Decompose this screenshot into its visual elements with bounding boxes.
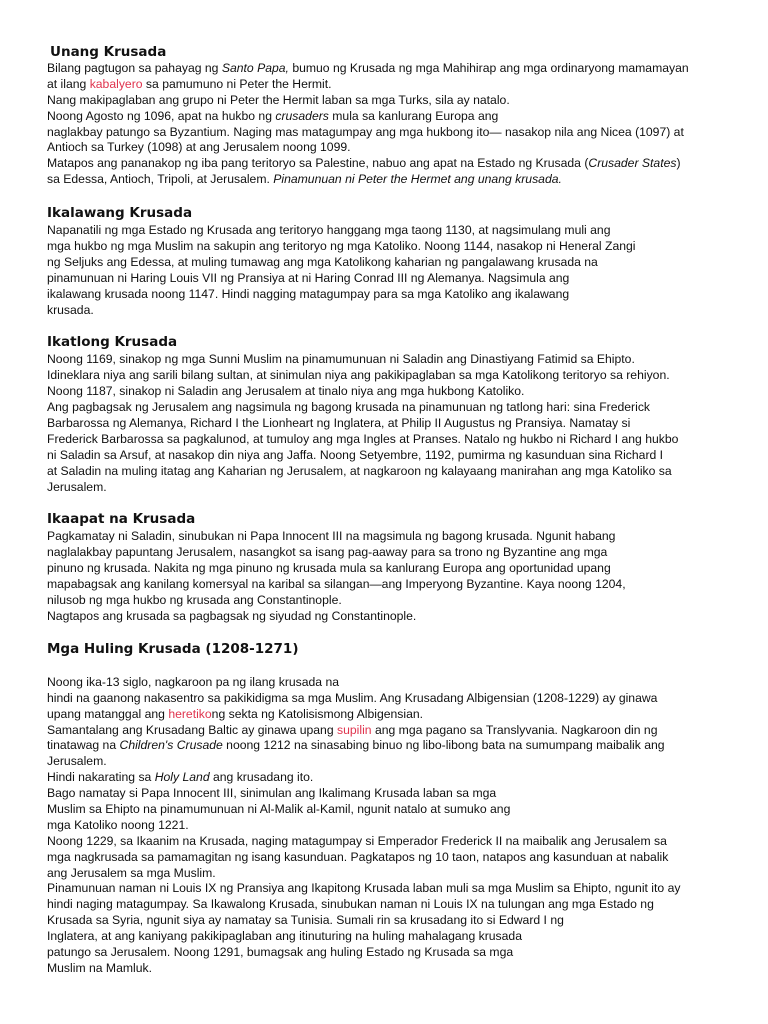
text-line xyxy=(47,172,737,188)
text-run: Bilang pagtugon sa pahayag ng xyxy=(47,61,222,75)
text-line: Bago namatay si Papa Innocent III, sinimulan ang Ikalimang Krusada laban sa mga xyxy=(47,786,497,801)
text-line: nilusob ng mga hukbo ng krusada ang Constantinople. xyxy=(47,593,342,608)
text-line: pinamunuan ni Haring Louis VII ng Pransiya at ni Haring Conrad III ng Alemanya. Nagsimula ang xyxy=(47,270,570,285)
text-line: mga Katoliko noong 1221. xyxy=(47,817,189,832)
text-line: Napanatili ng mga Estado ng Krusada ang teritoryo hanggang mga taong 1130, at nagsimulang muli ang xyxy=(47,223,611,238)
section-body-ikaapat-na-krusada xyxy=(47,529,737,624)
text-line: Barbarossa ng Alemanya, Richard I the Lionheart ng Inglatera, at Philip II Augustus ng Pransiya. Namatay si xyxy=(47,416,631,431)
section-title-ikalawang-krusada: Ikalawang Krusada xyxy=(47,205,193,222)
text-run: mula sa kanlurang Europa ang xyxy=(328,108,499,123)
text-line xyxy=(47,77,737,93)
spacer xyxy=(47,625,737,641)
text-line: at Saladin na muling itatag ang Kaharian ng Jerusalem, at nagkaroon ng kalayaang manirahan ang mga Katoliko sa xyxy=(47,463,672,478)
text-run: Hindi nakarating sa xyxy=(47,770,155,785)
text-run: bumuo ng Krusada ng mga Mahihirap ang mga ordinaryong mamamayan xyxy=(288,61,689,75)
text-run: ) xyxy=(676,156,681,171)
text-line: mga hukbo ng mga Muslim na sakupin ang teritoryo ng mga Katoliko. Noong 1144, nasakop ni Heneral Zangi xyxy=(47,239,636,254)
italic-term-crusader-states: Crusader States xyxy=(588,156,677,171)
link-supilin[interactable]: supilin xyxy=(337,722,372,737)
text-run: noong 1212 na sinasabing binuo ng libo-libong bata na sumumpang maibalik ang xyxy=(222,738,665,753)
text-line: hindi na gaanong nakasentro sa pakikidigma sa mga Muslim. Ang Krusadang Albigensian (1208-1229) ay ginawa xyxy=(47,690,658,705)
section-body-unang-krusada xyxy=(47,61,737,188)
text-line: Krusada sa Syria, ngunit siya ay namatay sa Tunisia. Sumali rin sa krusadang ito si Edward I ng xyxy=(47,913,564,928)
text-line xyxy=(47,738,737,754)
text-line: naglalakbay papuntang Jerusalem, nasangkot sa isang pag-aaway para sa trono ng Byzantine ang mga xyxy=(47,545,608,560)
text-run: Samantalang ang Krusadang Baltic ay ginawa upang xyxy=(47,722,337,737)
text-line: Noong 1229, sa Ikaanim na Krusada, naging matagumpay si Emperador Frederick II na maibalik ang Jerusalem sa xyxy=(47,833,667,848)
text-line: Nagtapos ang krusada sa pagbagsak ng siyudad ng Constantinople. xyxy=(47,608,417,623)
text-line: Noong 1169, sinakop ng mga Sunni Muslim na pinamumunuan ni Saladin ang Dinastiyang Fatimid sa Ehipto. xyxy=(47,352,635,367)
link-heretiko[interactable]: heretiko xyxy=(168,706,212,721)
italic-term-childrens-crusade: Children's Crusade xyxy=(119,738,223,753)
text-run: at ilang xyxy=(47,76,90,91)
text-line xyxy=(47,156,737,172)
text-run: tinatawag na xyxy=(47,738,120,753)
text-line: Idineklara niya ang sarili bilang sultan, at sinimulan niya ang pakikipaglaban sa mga Katolikong teritoryo sa rehiyon. xyxy=(47,368,670,383)
section-body-ikalawang-krusada xyxy=(47,223,737,318)
text-run: Noong Agosto ng 1096, apat na hukbo ng xyxy=(47,108,276,123)
text-line: mapabagsak ang kanilang komersyal na karibal sa silangan—ang Imperyong Byzantine. Kaya noong 1204, xyxy=(47,577,626,592)
section-title-ikaapat-na-krusada: Ikaapat na Krusada xyxy=(47,511,196,528)
text-line: hindi naging matagumpay. Sa Ikawalong Krusada, sinubukan naman ni Louis IX na tulungan ang mga Estado ng xyxy=(47,897,654,912)
section-body-ikatlong-krusada xyxy=(47,352,737,495)
spacer xyxy=(47,188,737,205)
text-line xyxy=(47,770,737,786)
spacer xyxy=(47,495,737,511)
text-line: Pinamunuan naman ni Louis IX ng Pransiya ang Ikapitong Krusada laban muli sa mga Muslim sa Ehipto, ngunit ito ay xyxy=(47,881,681,896)
text-line: Frederick Barbarossa sa pagkalunod, at tumuloy ang mga Ingles at Pranses. Natalo ng hukbo ni Richard I ang hukbo xyxy=(47,431,679,446)
text-line: Noong 1187, sinakop ni Saladin ang Jerusalem at tinalo niya ang mga hukbong Katoliko. xyxy=(47,384,525,399)
text-run: ang mga pagano sa Translyvania. Nagkaroon din ng xyxy=(371,722,658,737)
italic-sentence: Pinamunuan ni Peter the Hermet ang unang krusada. xyxy=(273,172,562,187)
text-line: mga nagkrusada sa pamamagitan ng isang kasunduan. Pagkatapos ng 10 taon, natapos ang kasunduan at nabalik xyxy=(47,849,669,864)
text-line: Antioch sa Turkey (1098) at ang Jerusalem noong 1099. xyxy=(47,140,351,155)
text-line: Pagkamatay ni Saladin, sinubukan ni Papa Innocent III na magsimula ng bagong krusada. Ngunit habang xyxy=(47,529,616,544)
section-title-ikatlong-krusada: Ikatlong Krusada xyxy=(47,334,178,351)
text-line: pinuno ng krusada. Nakita ng mga pinuno ng krusada mula sa kanlurang Europa ang oportunidad upang xyxy=(47,561,611,576)
text-line xyxy=(47,109,737,125)
link-kabalyero[interactable]: kabalyero xyxy=(89,76,143,91)
section-body-mga-huling-krusada xyxy=(47,675,737,977)
text-line: naglakbay patungo sa Byzantium. Naging mas matagumpay ang mga hukbong ito— nasakop nila ang Nicea (1097) at xyxy=(47,124,684,139)
text-line: krusada. xyxy=(47,302,94,317)
text-line: ang Jerusalem sa mga Muslim. xyxy=(47,865,216,880)
text-line: ng Seljuks ang Edessa, at muling tumawag ang mga Katolikong kaharian ng pangalawang krusada na xyxy=(47,254,598,269)
text-run: sa Edessa, Antioch, Tripoli, at Jerusalem. xyxy=(47,172,274,187)
text-line: Nang makipaglaban ang grupo ni Peter the Hermit laban sa mga Turks, sila ay natalo. xyxy=(47,92,510,107)
italic-term-santo-papa: Santo Papa, xyxy=(221,61,289,75)
text-line xyxy=(47,723,737,739)
text-run: sa pamumuno ni Peter the Hermit. xyxy=(142,76,332,91)
text-line: Jerusalem. xyxy=(47,754,107,769)
text-line: Muslim sa Ehipto na pinamumunuan ni Al-Malik al-Kamil, ngunit natalo at sumuko ang xyxy=(47,801,511,816)
section-title-mga-huling-krusada: Mga Huling Krusada (1208-1271) xyxy=(47,640,299,657)
italic-term-holy-land: Holy Land xyxy=(154,770,210,785)
document-page xyxy=(47,44,737,977)
text-line: ni Saladin sa Arsuf, at nasakop din niya ang Jaffa. Noong Setyembre, 1192, pumirma ng kasunduan sina Richard I xyxy=(47,447,664,462)
text-run: Matapos ang pananakop ng iba pang teritoryo sa Palestine, nabuo ang apat na Estado ng Krusada ( xyxy=(47,156,589,171)
text-line xyxy=(47,61,737,77)
section-title-unang-krusada: Unang Krusada xyxy=(50,44,167,60)
text-line: Inglatera, at ang kaniyang pakikipaglaban ang itinuturing na huling mahalagang krusada xyxy=(47,929,522,944)
spacer xyxy=(47,663,737,675)
text-line: Noong ika-13 siglo, nagkaroon pa ng ilang krusada na xyxy=(47,674,340,689)
text-line: Muslim na Mamluk. xyxy=(47,960,152,975)
text-run: ng sekta ng Katolisismong Albigensian. xyxy=(211,706,424,721)
italic-term-crusaders: crusaders xyxy=(275,108,329,123)
text-line xyxy=(47,707,737,723)
text-run: ang krusadang ito. xyxy=(209,770,314,785)
text-line: Jerusalem. xyxy=(47,479,107,494)
text-run: upang matanggal ang xyxy=(47,706,169,721)
text-line: Ang pagbagsak ng Jerusalem ang nagsimula ng bagong krusada na pinamunuan ng tatlong hari: sina Frederick xyxy=(47,400,651,415)
text-line: patungo sa Jerusalem. Noong 1291, bumagsak ang huling Estado ng Krusada sa mga xyxy=(47,944,514,959)
text-line: ikalawang krusada noong 1147. Hindi nagging matagumpay para sa mga Katoliko ang ikalawang xyxy=(47,286,570,301)
spacer xyxy=(47,318,737,334)
